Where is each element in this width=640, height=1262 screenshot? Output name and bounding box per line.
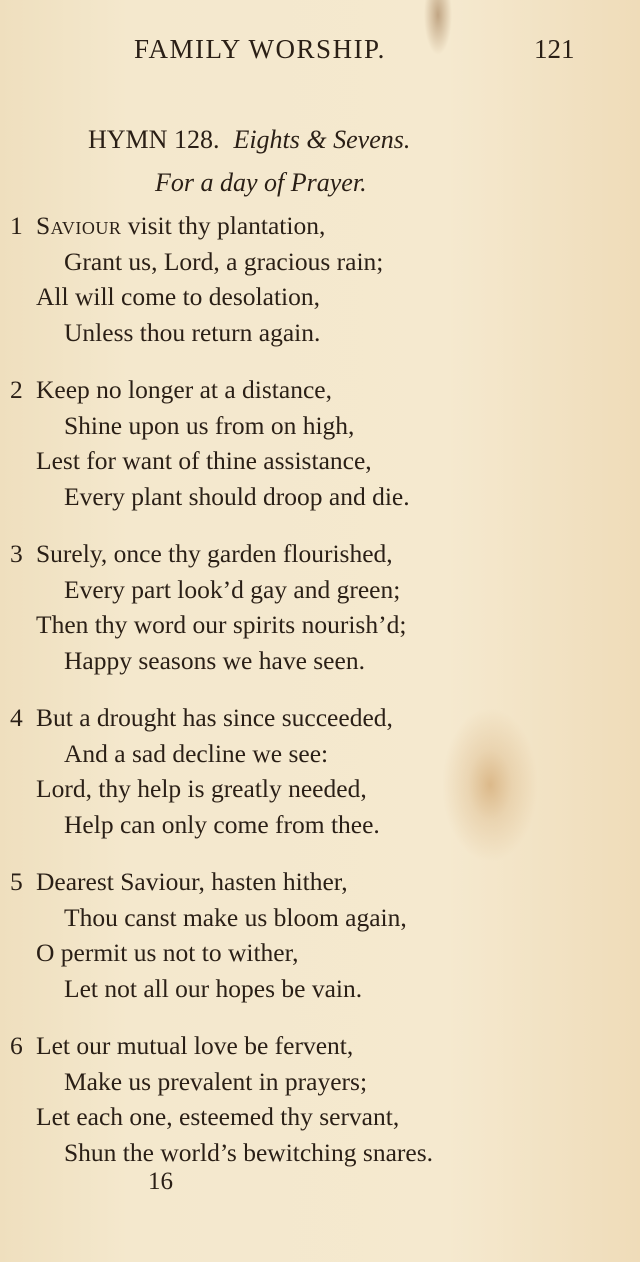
verse-line <box>0 1028 640 1064</box>
verse-first-word: Saviour <box>36 211 122 240</box>
stanza-number: 5 <box>10 867 23 896</box>
verse-line <box>0 643 640 679</box>
verse-line-text: Grant us, Lord, a gracious rain; <box>64 246 384 276</box>
verse-line <box>0 771 640 807</box>
verse-line-text: Let each one, esteemed thy servant, <box>36 1102 400 1131</box>
verse-line <box>0 1135 640 1171</box>
verse-line <box>0 572 640 608</box>
stanza-2 <box>0 372 640 514</box>
stanza-number: 6 <box>10 1031 23 1060</box>
verse-line-text: Let our mutual love be fervent, <box>36 1031 354 1060</box>
verse-line-text: Happy seasons we have seen. <box>64 645 365 675</box>
verse-line-text: And a sad decline we see: <box>64 738 329 768</box>
verse-line <box>0 443 640 479</box>
verse-line-text: But a drought has since succeeded, <box>36 703 393 732</box>
verse-line <box>0 536 640 572</box>
stanza-number: 4 <box>10 703 23 732</box>
verse-line <box>0 208 640 244</box>
verse-line-text: Lest for want of thine assistance, <box>36 446 372 475</box>
verse-line-text: Unless thou return again. <box>64 317 321 347</box>
page-header <box>0 30 640 70</box>
stanza-6 <box>0 1028 640 1170</box>
verse-line-text: Let not all our hopes be vain. <box>64 973 363 1003</box>
verse-line-text: Every part look’d gay and green; <box>64 574 401 604</box>
verse-line-text: Keep no longer at a distance, <box>36 375 332 404</box>
stanza-number: 2 <box>10 375 23 404</box>
signature-mark: 16 <box>148 1168 173 1195</box>
verse-line-text: Then thy word our spirits nourish’d; <box>36 610 407 639</box>
stanza-5 <box>0 864 640 1006</box>
running-title: FAMILY WORSHIP. <box>134 34 386 64</box>
verse-line <box>0 935 640 971</box>
verse-line <box>0 408 640 444</box>
verse-line <box>0 864 640 900</box>
verse-line <box>0 315 640 351</box>
verse-line-text: Shun the world’s bewitching snares. <box>64 1137 433 1167</box>
verse-line-text: Make us prevalent in prayers; <box>64 1066 368 1096</box>
verse-line-text: O permit us not to wither, <box>36 938 299 967</box>
verse-line-text: All will come to desolation, <box>36 282 320 311</box>
verse-line <box>0 736 640 772</box>
hymn-subtitle: For a day of Prayer. <box>155 168 367 197</box>
verse-line-text: Lord, thy help is greatly needed, <box>36 774 367 803</box>
stanza-3 <box>0 536 640 678</box>
verse-line-text: Thou canst make us bloom again, <box>64 902 407 932</box>
verse-line <box>0 372 640 408</box>
page-number: 121 <box>534 34 575 64</box>
verse-line <box>0 1064 640 1100</box>
verse-line-text: visit thy plantation, <box>121 211 326 240</box>
hymn-number: HYMN 128. <box>88 125 220 154</box>
hymn-heading <box>88 125 410 155</box>
verse-line-text: Help can only come from thee. <box>64 809 380 839</box>
stanza-4 <box>0 700 640 842</box>
hymn-verses <box>0 208 640 1192</box>
verse-line <box>0 807 640 843</box>
verse-line <box>0 971 640 1007</box>
verse-line-text: Shine upon us from on high, <box>64 410 355 440</box>
verse-line-text: Every plant should droop and die. <box>64 481 410 511</box>
hymn-meter: Eights & Sevens. <box>233 125 411 154</box>
verse-line-text: Dearest Saviour, hasten hither, <box>36 867 348 896</box>
stanza-1 <box>0 208 640 350</box>
verse-line <box>0 700 640 736</box>
verse-line <box>0 607 640 643</box>
verse-line <box>0 900 640 936</box>
verse-line <box>0 279 640 315</box>
verse-line <box>0 244 640 280</box>
verse-line <box>0 479 640 515</box>
verse-line-text: Surely, once thy garden flourished, <box>36 539 393 568</box>
stanza-number: 1 <box>10 211 23 240</box>
stanza-number: 3 <box>10 539 23 568</box>
verse-line <box>0 1099 640 1135</box>
